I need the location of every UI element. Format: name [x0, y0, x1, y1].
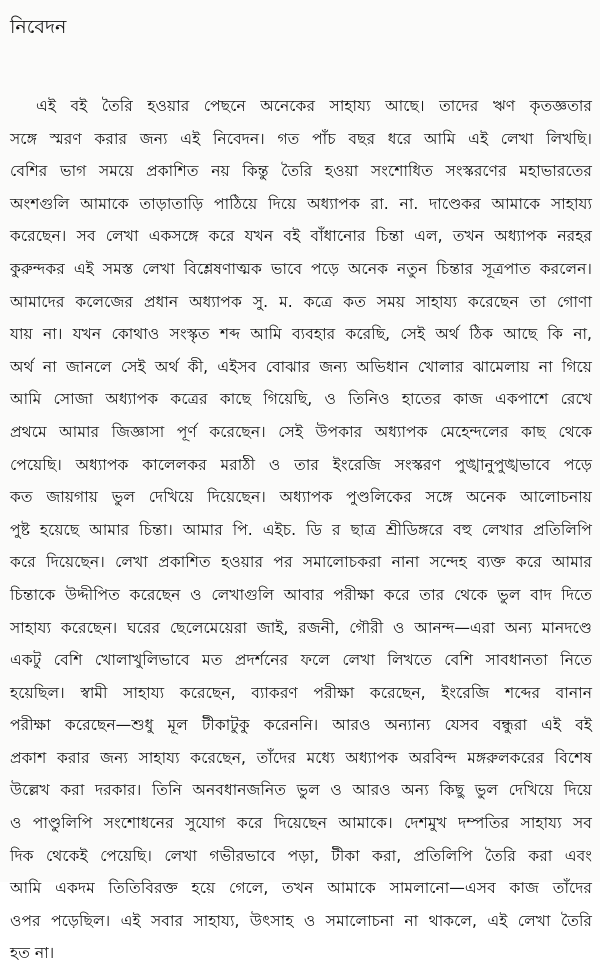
- text-line: পুষ্ট হয়েছে আমার চিন্তা। আমার পি. এইচ. ডি র ছাত্র শ্রীডিঙ্গরে বহু লেখার প্রতিলিপি: [10, 520, 592, 539]
- text-line: আমি সোজা অধ্যাপক কত্রের কাছে গিয়েছি, ও তিনিও হাতের কাজ একপাশে রেখে: [10, 390, 592, 409]
- text-line: সাহায্য করেছেন। ঘরের ছেলেমেয়েরা জাই, রজনী, গৌরী ও আনন্দ—এরা অন্য মানদণ্ডে: [10, 618, 592, 637]
- text-line: কুরুন্দকর এই সমস্ত লেখা বিশ্লেষণাত্মক ভাবে পড়ে অনেক নতুন চিন্তার সূত্রপাত করলেন।: [10, 259, 592, 278]
- text-line: অংশগুলি আমাকে তাড়াতাড়ি পাঠিয়ে দিয়ে অধ্যাপক রা. না. দাণ্ডেকর আমাকে সাহায্য: [10, 194, 592, 213]
- text-line: পেয়েছি। অধ্যাপক কালেলকর মরাঠী ও তার ইংরেজি সংস্করণ পুঙ্খানুপুঙ্খভাবে পড়ে: [10, 455, 592, 474]
- text-line: প্রকাশ করার জন্য সাহায্য করেছেন, তাঁদের মধ্যে অধ্যাপক অরবিন্দ মঙ্গরুলকরের বিশেষ: [10, 748, 592, 767]
- text-line: কত জায়গায় ভুল দেখিয়ে দিয়েছেন। অধ্যাপক পুণ্ডলিকের সঙ্গে অনেক আলোচনায়: [10, 488, 592, 507]
- text-line: দিক থেকেই পেয়েছি। লেখা গভীরভাবে পড়া, টীকা করা, প্রতিলিপি তৈরি করা এবং: [10, 846, 592, 865]
- text-line: ওপর পড়েছিল। এই সবার সাহায্য, উৎসাহ ও সমালোচনা না থাকলে, এই লেখা তৈরি: [10, 911, 592, 930]
- text-line: প্রথমে আমার জিজ্ঞাসা পূর্ণ করেছেন। সেই উপকার অধ্যাপক মেহেন্দলের কাছ থেকে: [10, 422, 592, 441]
- text-line: আমাদের কলেজের প্রধান অধ্যাপক সু. ম. কত্রে কত সময় সাহায্য করেছেন তা গোণা: [10, 292, 592, 311]
- body-paragraph: [10, 90, 592, 970]
- text-line: সঙ্গে স্মরণ করার জন্য এই নিবেদন। গত পাঁচ বছর ধরে আমি এই লেখা লিখছি।: [10, 129, 592, 148]
- text-line: উল্লেখ করা দরকার। তিনি অনবধানজনিত ভুল ও আরও অন্য কিছু ভুল দেখিয়ে দিয়ে: [10, 781, 592, 800]
- text-line: করেছেন। সব লেখা একসঙ্গে করে যখন বই বাঁধানোর চিন্তা এল, তখন অধ্যাপক নরহর: [10, 227, 592, 246]
- text-line: যায় না। যখন কোথাও সংস্কৃত শব্দ আমি ব্যবহার করেছি, সেই অর্থ ঠিক আছে কি না,: [10, 325, 592, 344]
- text-line: এই বই তৈরি হওয়ার পেছনে অনেকের সাহায্য আছে। তাদের ঋণ কৃতজ্ঞতার: [36, 97, 592, 115]
- text-line: হত না।: [10, 944, 55, 963]
- text-line: আমি একদম তিতিবিরক্ত হয়ে গেলে, তখন আমাকে সামলানো—এসব কাজ তাঁদের: [10, 879, 592, 898]
- text-line: অর্থ না জানলে সেই অর্থ কী, এইসব বোঝার জন্য অভিধান খোলার ঝামেলায় না গিয়ে: [10, 357, 592, 376]
- text-line: হয়েছিল। স্বামী সাহায্য করেছেন, ব্যাকরণ পরীক্ষা করেছেন, ইংরেজি শব্দের বানান: [10, 683, 592, 702]
- text-line: চিন্তাকে উদ্দীপিত করেছেন ও লেখাগুলি আবার পরীক্ষা করে তার থেকে ভুল বাদ দিতে: [10, 585, 592, 604]
- page-title: নিবেদন: [10, 16, 67, 38]
- text-line: করে দিয়েছেন। লেখা প্রকাশিত হওয়ার পর সমালোচকরা নানা সন্দেহ ব্যক্ত করে আমার: [10, 553, 592, 572]
- text-line: পরীক্ষা করেছেন—শুধু মূল টীকাটুকু করেননি। আরও অন্যান্য যেসব বন্ধুরা এই বই: [10, 716, 592, 735]
- text-line: একটু বেশি খোলাখুলিভাবে মত প্রদর্শনের ফলে লেখা লিখতে বেশি সাবধানতা নিতে: [10, 651, 592, 670]
- text-line: বেশির ভাগ সময়ে প্রকাশিত নয় কিন্তু তৈরি হওয়া সংশোধিত সংস্করণের মহাভারতের: [10, 162, 592, 181]
- text-line: ও পাণ্ডুলিপি সংশোধনের সুযোগ করে দিয়েছেন আমাকে। দেশমুখ দম্পতির সাহায্য সব: [10, 814, 592, 833]
